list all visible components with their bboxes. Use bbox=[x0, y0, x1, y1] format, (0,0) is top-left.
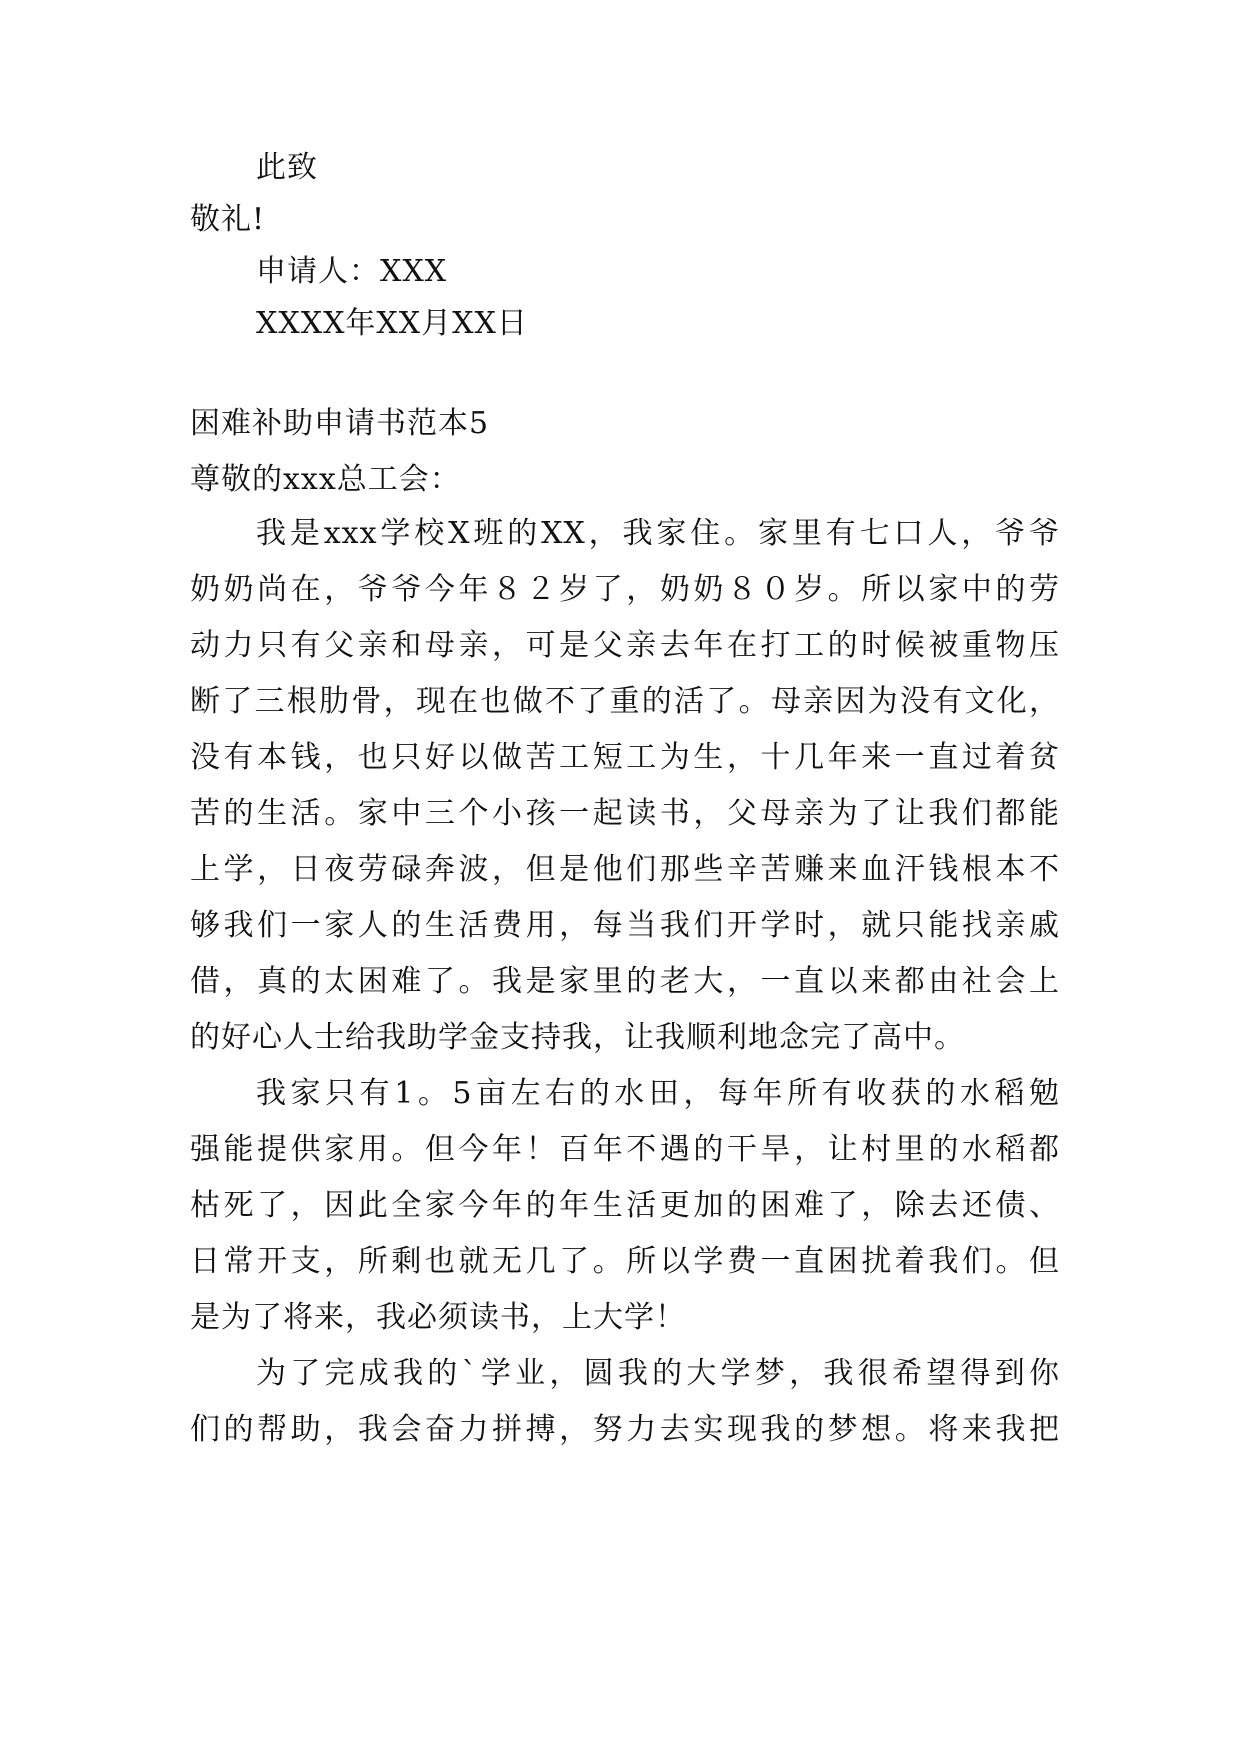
paragraph-1-line-8: 够我们一家人的生活费用，每当我们开学时，就只能找亲戚 bbox=[190, 908, 1060, 943]
paragraph-2-line-1: 我家只有1。5亩左右的水田，每年所有收获的水稻勉 bbox=[256, 1076, 1060, 1111]
paragraph-1-line-3: 动力只有父亲和母亲，可是父亲去年在打工的时候被重物压 bbox=[190, 628, 1060, 663]
salutation-line-2: 敬礼! bbox=[190, 202, 266, 237]
paragraph-2-line-5: 是为了将来，我必须读书，上大学！ bbox=[190, 1300, 686, 1335]
letter-greeting: 尊敬的xxx总工会： bbox=[190, 462, 461, 497]
paragraph-2-line-4: 日常开支，所剩也就无几了。所以学费一直困扰着我们。但 bbox=[190, 1244, 1060, 1279]
paragraph-1-line-9: 借，真的太困难了。我是家里的老大，一直以来都由社会上 bbox=[190, 964, 1060, 999]
section-title: 困难补助申请书范本5 bbox=[190, 406, 490, 441]
paragraph-1-line-1: 我是xxx学校X班的XX，我家住。家里有七口人，爷爷 bbox=[256, 516, 1060, 551]
paragraph-2-line-2: 强能提供家用。但今年！百年不遇的干旱，让村里的水稻都 bbox=[190, 1132, 1060, 1167]
paragraph-1-line-10: 的好心人士给我助学金支持我，让我顺利地念完了高中。 bbox=[190, 1020, 965, 1055]
paragraph-1-line-4: 断了三根肋骨，现在也做不了重的活了。母亲因为没有文化， bbox=[190, 684, 1060, 719]
paragraph-3-line-1: 为了完成我的`学业，圆我的大学梦，我很希望得到你 bbox=[256, 1356, 1060, 1391]
paragraph-3-line-2: 们的帮助，我会奋力拼搏，努力去实现我的梦想。将来我把 bbox=[190, 1412, 1060, 1447]
salutation-line-1: 此致 bbox=[256, 150, 318, 185]
paragraph-1-line-6: 苦的生活。家中三个小孩一起读书，父母亲为了让我们都能 bbox=[190, 796, 1060, 831]
application-date: XXXX年XX月XX日 bbox=[256, 306, 528, 341]
paragraph-1-line-2: 奶奶尚在，爷爷今年８２岁了，奶奶８０岁。所以家中的劳 bbox=[190, 572, 1060, 607]
applicant-signature: 申请人：XXX bbox=[256, 254, 448, 289]
paragraph-2-line-3: 枯死了，因此全家今年的年生活更加的困难了，除去还债、 bbox=[190, 1188, 1060, 1223]
paragraph-1-line-5: 没有本钱，也只好以做苦工短工为生，十几年来一直过着贫 bbox=[190, 740, 1060, 775]
paragraph-1-line-7: 上学，日夜劳碌奔波，但是他们那些辛苦赚来血汗钱根本不 bbox=[190, 852, 1060, 887]
